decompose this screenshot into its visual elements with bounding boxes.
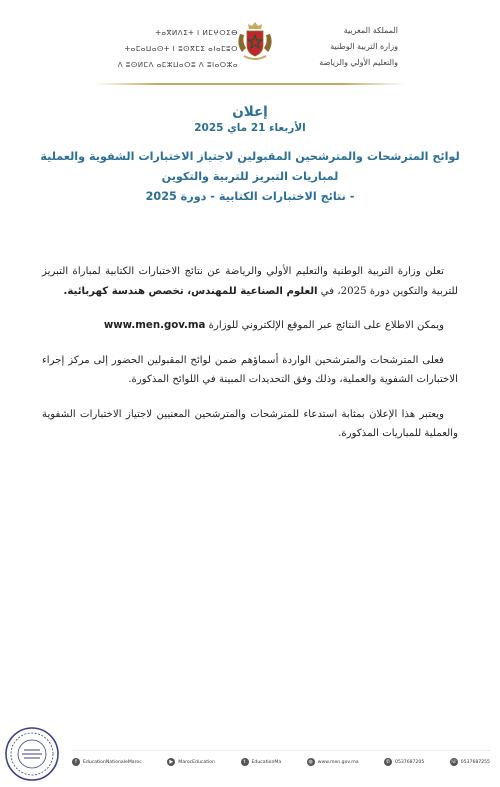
title-line-2: لمباريات التبريز للتربية والتكوين bbox=[161, 170, 339, 183]
footer-item-youtube[interactable] bbox=[167, 758, 215, 766]
footer-item-website[interactable] bbox=[307, 758, 359, 766]
letterhead bbox=[0, 0, 500, 86]
arabic-header-line-3: والتعليم الأولي والرياضة bbox=[319, 58, 398, 67]
announcement-date: الأربعاء 21 ماي 2025 bbox=[194, 122, 306, 134]
tifinagh-line-3: ⴷ ⵓⵙⵍⵎⴷ ⴰⵎⵣⵡⴰⵔⵓ ⴷ ⵓⵏⴰⵔⵣⴰ bbox=[117, 60, 238, 69]
title-line-1: لوائح المترشحات والمترشحين المقبولين لاجتياز الاختبارات الشفوية والعملية bbox=[40, 150, 460, 163]
specialty-text: العلوم الصناعية للمهندس، تخصص هندسة كهربائية. bbox=[63, 285, 318, 297]
paragraph-summons: ويعتبر هذا الإعلان بمثابة استدعاء للمترشحات والمترشحين المعنيين لاجتياز الاختبارات الشفوية والعملية للمباريات المذكورة. bbox=[42, 408, 458, 439]
footer-item-phone[interactable] bbox=[384, 758, 424, 766]
announcement-heading: إعلان bbox=[232, 104, 268, 120]
paragraph-attendance: فعلى المترشحات والمترشحين الواردة أسماؤهم ضمن لوائح المقبولين الحضور إلى مركز إجراء الاختبارات الشفوية والعملية، وذلك وفق التحديدات المبينة في اللوائح المذكورة. bbox=[42, 354, 458, 385]
paragraph-results bbox=[42, 262, 458, 301]
twitter-icon: t bbox=[241, 758, 249, 766]
footer-facebook-text: EducationNationaleMaroc bbox=[83, 759, 142, 765]
footer-item-twitter[interactable] bbox=[241, 758, 282, 766]
footer-fax-text: 0537687255 bbox=[460, 759, 490, 765]
facebook-icon: f bbox=[72, 758, 80, 766]
fax-icon: ☏ bbox=[450, 758, 457, 765]
paragraph-results-text: تعلن وزارة التربية الوطنية والتعليم الأولي والرياضة عن نتائج الاختبارات الكتابية لمباراة التبريز للتربية والتكوين دورة 2025، في bbox=[42, 266, 458, 297]
ministry-website-link[interactable]: www.men.gov.ma bbox=[103, 320, 206, 331]
paragraph-website bbox=[42, 316, 458, 336]
header-divider bbox=[95, 83, 405, 85]
title-line-3: - نتائج الاختبارات الكتابية - دورة 2025 bbox=[145, 190, 355, 203]
footer-phone-text: 0537687205 bbox=[395, 759, 425, 765]
phone-icon: ✆ bbox=[385, 758, 391, 765]
tifinagh-line-1: ⵜⴰⴳⵍⴷⵉⵜ ⵏ ⵍⵎⵖⵔⵉⴱ bbox=[155, 28, 238, 37]
announcement-body bbox=[42, 262, 458, 459]
footer-twitter-text: EducationMa bbox=[251, 759, 282, 765]
footer-youtube-text: MarocEducation bbox=[178, 759, 216, 765]
footer-item-facebook[interactable] bbox=[72, 758, 142, 766]
official-stamp-icon bbox=[4, 726, 60, 782]
arabic-header-line-2: وزارة التربية الوطنية bbox=[330, 42, 398, 51]
globe-icon: ◍ bbox=[308, 758, 313, 765]
paragraph-website-text: ويمكن الاطلاع على النتائج عبر الموقع الإلكتروني للوزارة bbox=[205, 320, 444, 331]
title-block bbox=[0, 103, 500, 207]
arabic-header-line-1: المملكة المغربية bbox=[343, 26, 398, 35]
contact-footer bbox=[72, 750, 490, 769]
youtube-icon: ▶ bbox=[167, 758, 175, 766]
footer-website-text: www.men.gov.ma bbox=[317, 759, 359, 765]
tifinagh-line-2: ⵜⴰⵎⴰⵡⴰⵙⵜ ⵏ ⵓⵙⴳⵎⵉ ⴰⵏⴰⵎⵓⵔ bbox=[124, 44, 238, 53]
footer-item-fax[interactable] bbox=[450, 758, 490, 766]
royal-emblem-icon bbox=[232, 18, 278, 64]
